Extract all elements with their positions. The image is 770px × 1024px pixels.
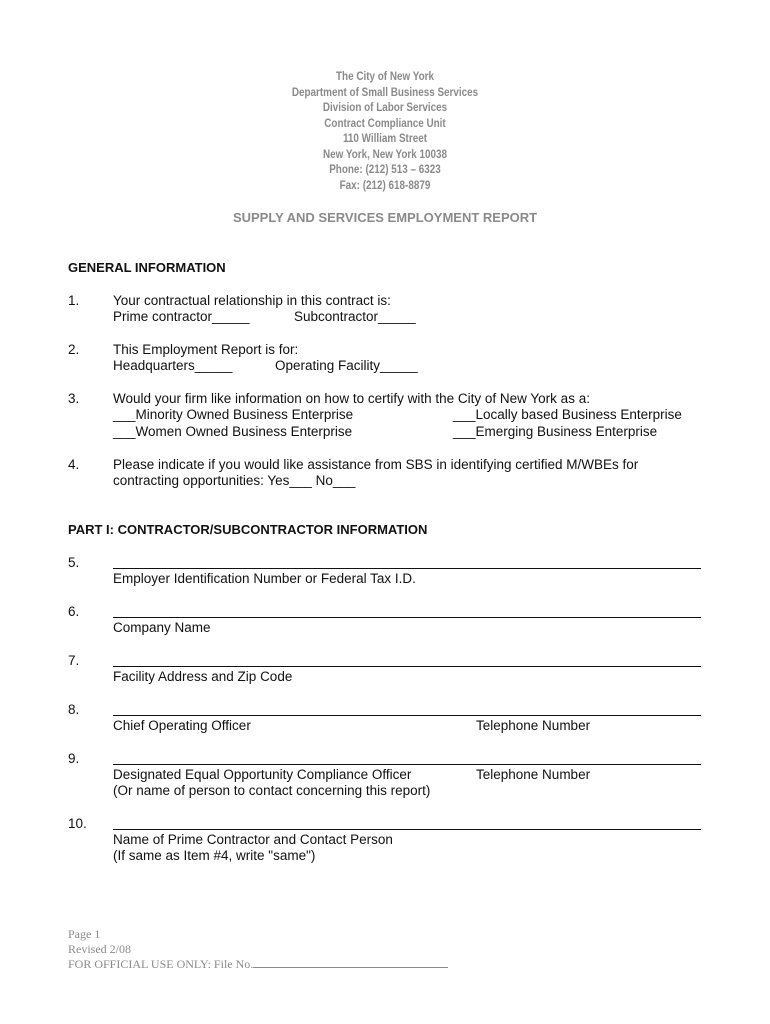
eeo-officer-note: (Or name of person to contact concerning this report) <box>113 783 431 798</box>
item-number: 7. <box>68 653 80 668</box>
item-number: 5. <box>68 555 80 570</box>
ein-field-line[interactable] <box>113 568 701 569</box>
item-number: 1. <box>68 293 80 308</box>
page-number: Page 1 <box>68 927 101 941</box>
question-4-text: Please indicate if you would like assistance from SBS in identifying certified M/WBEs for <box>113 457 639 472</box>
eeo-phone-label: Telephone Number <box>476 767 591 782</box>
minority-owned-option[interactable]: ___Minority Owned Business Enterprise <box>113 407 354 422</box>
item-number: 2. <box>68 342 80 357</box>
subcontractor-option[interactable]: Subcontractor_____ <box>294 309 416 324</box>
header-line: Division of Labor Services <box>322 102 448 114</box>
header-line: The City of New York <box>335 71 435 83</box>
header-line: Fax: (212) 618-8879 <box>339 179 431 192</box>
header-line: 110 William Street <box>342 133 428 145</box>
item-number: 6. <box>68 604 80 619</box>
question-3-text: Would your firm like information on how to certify with the City of New York as a: <box>113 391 590 406</box>
prime-contractor-option[interactable]: Prime contractor_____ <box>113 309 250 324</box>
item-number: 9. <box>68 751 80 766</box>
prime-contractor-note: (If same as Item #4, write "same") <box>113 848 316 863</box>
women-owned-option[interactable]: ___Women Owned Business Enterprise <box>113 424 353 439</box>
agency-header <box>54 70 716 194</box>
item-number: 10. <box>68 816 87 831</box>
company-name-label: Company Name <box>113 620 211 635</box>
ein-label: Employer Identification Number or Federal Tax I.D. <box>113 571 416 586</box>
page-footer <box>68 927 448 972</box>
emerging-business-option[interactable]: ___Emerging Business Enterprise <box>453 424 658 439</box>
item-number: 3. <box>68 391 80 406</box>
official-use-row <box>68 957 448 972</box>
coo-label: Chief Operating Officer <box>113 718 251 733</box>
question-1-text: Your contractual relationship in this contract is: <box>113 293 391 308</box>
facility-address-label: Facility Address and Zip Code <box>113 669 293 684</box>
general-info-heading: GENERAL INFORMATION <box>68 260 226 275</box>
official-use-label: FOR OFFICIAL USE ONLY: File No. <box>68 957 254 971</box>
prime-contractor-field-line[interactable] <box>113 829 701 830</box>
item-number: 8. <box>68 702 80 717</box>
operating-facility-option[interactable]: Operating Facility_____ <box>275 358 418 373</box>
coo-phone-label: Telephone Number <box>476 718 591 733</box>
eeo-officer-label: Designated Equal Opportunity Compliance Officer <box>113 767 412 782</box>
locally-based-option[interactable]: ___Locally based Business Enterprise <box>453 407 682 422</box>
yes-no-options[interactable]: contracting opportunities: Yes___ No___ <box>113 473 356 488</box>
eeo-officer-field-line[interactable] <box>113 764 701 765</box>
part-1-heading: PART I: CONTRACTOR/SUBCONTRACTOR INFORMATION <box>68 522 428 537</box>
header-line: Phone: (212) 513 – 6323 <box>329 164 441 176</box>
headquarters-option[interactable]: Headquarters_____ <box>113 358 233 373</box>
revision-date: Revised 2/08 <box>68 942 131 956</box>
item-number: 4. <box>68 457 80 472</box>
header-line: New York, New York 10038 <box>322 148 448 161</box>
coo-field-line[interactable] <box>113 715 701 716</box>
file-number-field-line[interactable] <box>253 958 448 968</box>
facility-address-field-line[interactable] <box>113 666 701 667</box>
question-2-text: This Employment Report is for: <box>113 342 299 357</box>
prime-contractor-label: Name of Prime Contractor and Contact Person <box>113 832 393 847</box>
company-name-field-line[interactable] <box>113 617 701 618</box>
report-title: SUPPLY AND SERVICES EMPLOYMENT REPORT <box>232 210 538 225</box>
header-line: Contract Compliance Unit <box>324 117 446 130</box>
header-line: Department of Small Business Services <box>291 86 479 99</box>
